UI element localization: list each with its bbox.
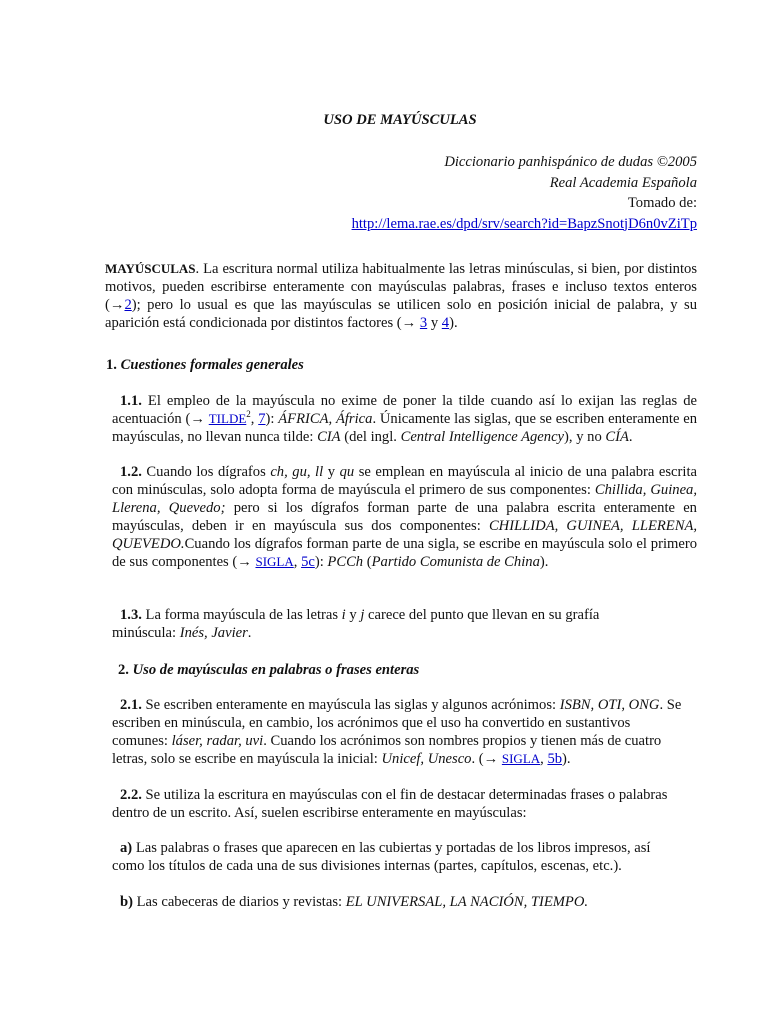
example-text: láser, radar, uvi [171, 733, 264, 749]
paragraph-a [112, 839, 682, 875]
paragraph-text: ). [562, 751, 571, 767]
paragraph-b [112, 893, 682, 911]
example-text: Inés, Javier [179, 625, 248, 641]
intro-link-2[interactable]: 2 [124, 297, 132, 313]
paragraph-number: 1.2. [120, 464, 142, 480]
intro-text: y [427, 315, 442, 331]
tilde-link[interactable]: TILDE [208, 411, 247, 426]
paragraph-text: ): [265, 411, 279, 427]
paragraph-text: El empleo de la mayúscula no exime de poner la tilde cuando así lo exijan las reglas de acentuación (→ [112, 393, 697, 427]
source-academy: Real Academia Española [549, 174, 697, 191]
example-text: Partido Comunista de China [371, 554, 540, 570]
paragraph-number: a) [120, 840, 133, 856]
paragraph-1-1 [112, 392, 697, 446]
paragraph-number: 2.2. [120, 787, 142, 803]
paragraph-text: . Únicamente las siglas, que se escriben enteramente en mayúsculas, no llevan nunca tilde: [112, 411, 697, 445]
paragraph-text: Las cabeceras de diarios y revistas: [132, 894, 346, 910]
section-2-heading [118, 661, 419, 679]
example-text: ÁFRICA, África [278, 411, 373, 427]
example-text: CÍA [605, 429, 629, 445]
paragraph-text: , [250, 411, 259, 427]
example-text: ISBN, OTI, ONG [559, 697, 660, 713]
link-7[interactable]: 7 [258, 411, 266, 427]
superscript: 2 [246, 409, 251, 420]
paragraph-number: 2.1. [120, 697, 142, 713]
paragraph-1-2 [112, 463, 697, 571]
paragraph-text: y [345, 607, 361, 623]
example-text: Chillida, Guinea, Llerena, Quevedo; [112, 482, 697, 516]
paragraph-text: ): [314, 554, 328, 570]
section-title: Uso de mayúsculas en palabras o frases enteras [132, 662, 420, 678]
paragraph-text: . Cuando los acrónimos son nombres propios y tienen más de cuatro letras, solo se escribe en mayúscula la inicial: [112, 733, 662, 767]
paragraph-text: Las palabras o frases que aparecen en las cubiertas y portadas de los libros impresos, así como los títulos de cada una de sus divisiones internas (partes, capítulos, escenas, etc.). [112, 840, 651, 874]
intro-lead: MAYÚSCULAS [105, 261, 196, 276]
paragraph-text: carece del punto que llevan en su grafía minúscula: [112, 607, 600, 641]
example-text: i [341, 607, 346, 623]
paragraph-text: se emplean en mayúscula al inicio de una palabra escrita con minúsculas, solo adopta forma de mayúscula el primero de sus componentes: [112, 464, 697, 498]
example-text: ch, gu, ll [270, 464, 324, 480]
paragraph-text: . Se escriben en minúscula, en cambio, los acrónimos que el uso ha convertido en sustantivos comunes: [112, 697, 682, 749]
example-text: Central Intelligence Agency [400, 429, 565, 445]
paragraph-text: , [293, 554, 302, 570]
paragraph-2-1 [112, 696, 684, 768]
example-text: CHILLIDA, GUINEA, LLERENA, QUEVEDO. [112, 518, 698, 552]
paragraph-text: ( [363, 554, 372, 570]
sigla-link[interactable]: SIGLA [255, 554, 294, 569]
example-text: CIA [317, 429, 341, 445]
source-url-link[interactable]: http://lema.rae.es/dpd/srv/search?id=BapzSnotjD6n0vZiTp [351, 215, 697, 232]
section-1-heading [106, 356, 304, 374]
intro-paragraph [105, 260, 697, 332]
example-text: EL UNIVERSAL, LA NACIÓN, TIEMPO. [345, 894, 589, 910]
paragraph-2-2 [112, 786, 687, 822]
source-taken-from: Tomado de: [627, 195, 697, 211]
source-block [352, 152, 697, 234]
paragraph-number: b) [120, 894, 133, 910]
paragraph-text: pero si los dígrafos forman parte de una palabra escrita enteramente en mayúsculas, deben ir en mayúscula sus dos componentes: [112, 500, 697, 534]
intro-text: . La escritura normal utiliza habitualmente las letras minúsculas, si bien, por distintos motivos, pueden escribirse enteramente con mayúsculas palabras, frases e incluso textos enteros (→ [105, 261, 697, 313]
paragraph-1-3 [112, 606, 632, 642]
sigla-link[interactable]: SIGLA [501, 751, 541, 766]
paragraph-text: ), y no [564, 429, 606, 445]
paragraph-text: . [628, 429, 633, 445]
paragraph-number: 1.3. [120, 607, 142, 623]
section-number: 2. [118, 662, 129, 678]
section-number: 1. [106, 357, 117, 373]
paragraph-text: ). [539, 554, 549, 570]
paragraph-text: Cuando los dígrafos [141, 464, 271, 480]
link-5b[interactable]: 5b [547, 751, 563, 767]
intro-link-4[interactable]: 4 [441, 315, 450, 331]
section-title: Cuestiones formales generales [120, 357, 304, 373]
example-text: qu [339, 464, 355, 480]
paragraph-text: . [247, 625, 252, 641]
example-text: Unicef, Unesco [381, 751, 472, 767]
intro-link-3[interactable]: 3 [419, 315, 428, 331]
paragraph-text: La forma mayúscula de las letras [141, 607, 342, 623]
paragraph-text: Se utiliza la escritura en mayúsculas con el fin de destacar determinadas frases o palabras dentro de un escrito. Así, suelen escribirse enteramente en mayúsculas: [112, 787, 668, 821]
paragraph-text: Cuando los dígrafos forman parte de una sigla, se escribe en mayúscula solo el primero de sus componentes (→ [112, 536, 697, 570]
intro-text: ). [449, 315, 458, 331]
example-text: PCCh [327, 554, 364, 570]
document-title: USO DE MAYÚSCULAS [323, 112, 477, 128]
paragraph-text: Se escriben enteramente en mayúscula las siglas y algunos acrónimos: [141, 697, 560, 713]
link-5c[interactable]: 5c [301, 554, 315, 570]
paragraph-text: , [540, 751, 548, 767]
paragraph-text: . (→ [471, 751, 502, 767]
paragraph-number: 1.1. [120, 393, 142, 409]
example-text: j [360, 607, 365, 623]
paragraph-text: y [323, 464, 340, 480]
paragraph-text: (del ingl. [340, 429, 401, 445]
intro-text: ); pero lo usual es que las mayúsculas se utilicen solo en posición inicial de palabra, y su aparición está condicionada por distintos factores (→ [105, 297, 697, 331]
source-dictionary: Diccionario panhispánico de dudas ©2005 [444, 154, 697, 170]
